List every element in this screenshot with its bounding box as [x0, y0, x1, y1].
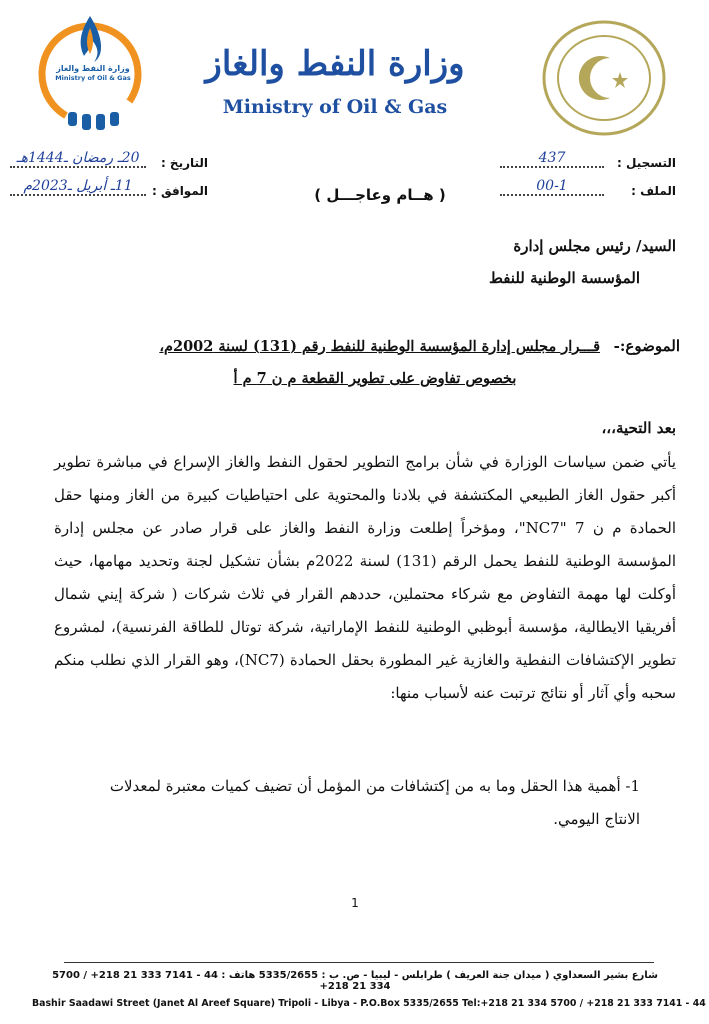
page-number: 1: [351, 896, 359, 910]
subject-label: الموضوع:-: [613, 337, 680, 355]
body-paragraph: يأتي ضمن سياسات الوزارة في شأن برامج التطوير لحقول النفط والغاز الإسراع في مباشرة تطوير أكبر حقول الغاز الطبيعي المكتشفة في بلادنا والمحتوية على احتياطيات كبيرة من الغاز ومنها حقل الحمادة م ن 7 "NC7"، ومؤخراً إطلعت وزارة النفط والغاز على قرار صادر عن مجلس إدارة المؤسسة الوطنية للنفط يحمل الرقم (131) لسنة 2022م بشأن تشكيل لجنة وتحديد مهامها، حيث أوكلت لها مهمة التفاوض مع شركاء محتملين، حددهم القرار في ثلاث شركات ( شركة إيني شمال أفريقيا الايطالية، مؤسسة أبوظبي الوطنية للنفط الإماراتية، شركة توتال للطاقة الفرنسية)، لمشروع تطوير الإكتشافات النفطية والغازية غير المطورة بحقل الحمادة (NC7)، وهو القرار الذي نطلب منكم سحبه وأي آثار أو نتائج ترتبت عنه لأسباب منها:: [54, 453, 677, 702]
ministry-logo: [34, 8, 146, 138]
logo-text-english: Ministry of Oil & Gas: [55, 74, 131, 82]
footer-address-english: Bashir Saadawi Street (Janet Al Areef Square) Tripoli - Libya - P.O.Box 5335/2655 Tel:+218 21 334 5700 / +218 21 333 7141 - 44: [32, 998, 706, 1009]
addressee-line-2: المؤسسة الوطنية للنفط: [488, 269, 640, 287]
ministry-title-english: Ministry of Oil & Gas: [222, 96, 448, 118]
urgent-marker: ( هــام وعاجـــل ): [314, 186, 446, 204]
footer-divider: [64, 962, 654, 963]
state-seal-icon: [538, 18, 670, 138]
subject-line-2: بخصوص تفاوض على تطوير القطعة م ن 7 م أ: [233, 370, 517, 387]
corresponding-date-value: 11ـ أبريل ـ2023م: [10, 178, 146, 196]
addressee-line-1: السيد/ رئيس مجلس إدارة: [513, 237, 676, 255]
greeting: بعد التحية،،،: [601, 419, 676, 437]
list-item-1: 1- أهمية هذا الحقل وما به من إكتشافات من المؤمل أن تضيف كميات معتبرة لمعدلات الانتاج اليومي.: [109, 777, 640, 828]
logo-text-arabic: وزارة النفط والغاز: [56, 64, 130, 73]
footer-address-arabic: شارع بشير السعداوي ( ميدان جنة العريف ) طرابلس - ليبيا - ص. ب : 5335/2655 هاتف : 44 - 7141 333 21 218+ / 5700 334 21 218+: [52, 970, 658, 992]
registration-label: التسجيل :: [617, 156, 676, 170]
corresponding-date-label: الموافق :: [152, 184, 208, 198]
date-value: 20ـ رمضان ـ1444هـ: [10, 150, 146, 168]
date-label: التاريخ :: [160, 156, 208, 170]
file-value: 00-1: [500, 178, 604, 196]
subject-line-1: قـــرار مجلس إدارة المؤسسة الوطنية للنفط رقم (131) لسنة 2002م،: [159, 338, 600, 355]
ministry-title-arabic: وزارة النفط والغاز: [205, 44, 465, 84]
registration-value: 437: [500, 150, 604, 168]
file-label: الملف :: [631, 184, 676, 198]
